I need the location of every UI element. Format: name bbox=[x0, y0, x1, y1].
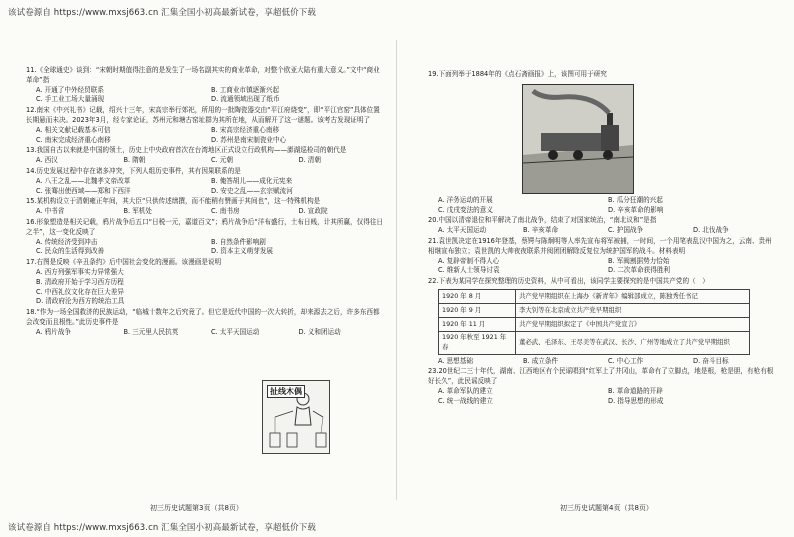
question-18 bbox=[26, 308, 386, 337]
answer-option: A. 太平天国运动 bbox=[438, 226, 487, 235]
puppet-cartoon bbox=[262, 380, 330, 454]
question-text: 20.中国以清帝退位和平解决了南北战争，结束了对国家统治，“南北议和”是指 bbox=[428, 216, 657, 225]
answer-option: A. 八王之乱——北魏孝文帝改革 bbox=[36, 176, 131, 185]
answer-option: B. 宋高宗经济重心南移 bbox=[211, 125, 280, 134]
answer-option: A. 复辟帝制不得人心 bbox=[438, 256, 500, 265]
question-17 bbox=[26, 258, 386, 307]
answer-option: B. 三元里人民抗英 bbox=[123, 327, 179, 336]
answer-option: B. 辛亥革命 bbox=[523, 226, 559, 235]
answer-option: A. 思想基础 bbox=[438, 356, 473, 365]
answer-option: A. 相关文献记载基本可信 bbox=[36, 125, 111, 134]
answer-option: D. 指导思想的形成 bbox=[608, 396, 664, 405]
watermark-bottom: 该试卷源自 https://www.mxsj663.cn 汇集全国小初高最新试卷，享超低价下载 bbox=[8, 523, 316, 533]
question-22 bbox=[428, 277, 778, 366]
answer-option: D. 二次革命获得胜利 bbox=[608, 266, 671, 275]
answer-option: A. 鸦片战争 bbox=[36, 327, 71, 336]
left-page-column bbox=[26, 66, 386, 339]
question-21 bbox=[428, 237, 778, 276]
answer-option: A. 西方列强军事实力异常强大 bbox=[36, 267, 124, 276]
answer-options bbox=[428, 196, 778, 216]
question-19 bbox=[428, 70, 778, 215]
answer-options bbox=[26, 328, 386, 338]
answer-option: C. 维新人士领导讨袁 bbox=[438, 266, 500, 275]
question-text: 12.南宋《中兴礼书》记载，绍兴十三年，宋高宗举行郊祀，所用的一批陶瓷器交由“平江府烧变”，即“平江官窑”具体位置长期悬而未决。2023年3月，经专家论证，苏州元和塘古窑址群为其所在地，从而解开了这一谜题。该考古发现证明了 bbox=[26, 106, 380, 124]
question-13 bbox=[26, 146, 386, 166]
answer-option: D. 宣政院 bbox=[298, 207, 328, 216]
answer-option: C. 南书房 bbox=[211, 207, 240, 216]
right-page-footer: 初三历史试题第4页（共8页） bbox=[560, 504, 653, 512]
answer-option: A. 西汉 bbox=[36, 156, 58, 165]
answer-option: B. 隋朝 bbox=[123, 156, 146, 165]
answer-option: D. 辛亥革命的影响 bbox=[608, 205, 664, 214]
answer-option: B. 革命道路的开辟 bbox=[608, 386, 663, 395]
watermark-top: 该试卷源自 https://www.mxsj663.cn 汇集全国小初高最新试卷，享超低价下载 bbox=[8, 8, 316, 18]
cpc-history-table bbox=[438, 289, 750, 355]
answer-option: B. 俺答胡儿——成化元宪来 bbox=[211, 176, 293, 185]
right-page-column bbox=[428, 70, 778, 408]
answer-options bbox=[26, 268, 261, 307]
answer-option: C. 中心工作 bbox=[608, 356, 644, 365]
page-divider bbox=[396, 40, 397, 500]
answer-option: A. 开通了中外经贸联系 bbox=[36, 85, 104, 94]
answer-option: B. 瓜分狂潮的兴起 bbox=[608, 195, 663, 204]
answer-option: D. 苏州是南宋制瓷业中心 bbox=[211, 135, 287, 144]
question-14 bbox=[26, 167, 386, 196]
answer-options bbox=[428, 357, 778, 367]
table-event-cell: 共产党早期组织在上海办《新青年》编辑部成立，陈独秀任书记 bbox=[516, 289, 750, 303]
answer-option: B. 成立条件 bbox=[523, 356, 559, 365]
answer-option: B. 军阀割据势力恰始 bbox=[608, 256, 670, 265]
answer-option: A. 革命军队的建立 bbox=[438, 386, 493, 395]
answer-options bbox=[26, 177, 386, 197]
question-16 bbox=[26, 218, 386, 257]
table-row bbox=[439, 303, 750, 317]
question-text: 18.“作为一场全国救济的民族运动，“临城十数年之后究竟了。但它是近代中国的一次大转折，却来源去之后，许多东西都会改变而且根性。”此历史事件是 bbox=[26, 308, 380, 326]
question-text: 16.形象塑造是相关记载，鸦片战争后五口“日税一元，嘉道百文”；鸦片战争后“洋布盛行，土布日贱，计其所赢，仅得往日之半”，这一变化反映了 bbox=[26, 217, 384, 236]
table-date-cell: 1920 年 11 月 bbox=[439, 317, 516, 331]
cartoon-label: 扯线木偶 bbox=[267, 385, 305, 398]
answer-option: C. 元朝 bbox=[211, 156, 233, 165]
answer-option: D. 安史之乱——玄宗赋流河 bbox=[211, 186, 293, 195]
answer-option: C. 中西礼仪文化存在巨大差异 bbox=[36, 287, 124, 296]
answer-options bbox=[26, 238, 386, 258]
answer-option: D. 清政府沦为西方的统治工具 bbox=[36, 297, 125, 306]
answer-option: D. 资本主义萌芽发展 bbox=[211, 247, 274, 256]
answer-option: B. 清政府开始于学习西方历程 bbox=[36, 277, 124, 286]
table-row bbox=[439, 317, 750, 331]
table-date-cell: 1920 年秋至 1921 年春 bbox=[439, 331, 516, 354]
question-12 bbox=[26, 106, 386, 145]
answer-option: B. 军机处 bbox=[123, 207, 152, 216]
left-page-footer: 初三历史试题第3页（共8页） bbox=[150, 504, 243, 512]
question-23 bbox=[428, 367, 778, 406]
answer-option: D. 义和团运动 bbox=[298, 327, 341, 336]
answer-options bbox=[428, 387, 778, 407]
question-15 bbox=[26, 197, 386, 217]
table-row bbox=[439, 331, 750, 354]
answer-option: C. 戊戌变法的意义 bbox=[438, 205, 493, 214]
question-text: 13.我国自古以来就是中国的领土，历史上中央政府首次在台湾地区正式设立行政机构——澎湖巡检司的朝代是 bbox=[26, 146, 347, 155]
answer-option: C. 太平天国运动 bbox=[211, 327, 260, 336]
answer-option: D. 北伐战争 bbox=[693, 226, 729, 235]
answer-option: C. 手工业工场大量涌现 bbox=[36, 95, 105, 104]
table-date-cell: 1920 年 8 月 bbox=[439, 289, 516, 303]
question-text: 11.《全球通史》谈到：“宋朝时期值得注意的是发生了一场名副其实的商业革命，对整个欧亚大陆有重大意义。”文中“商业革命”指 bbox=[26, 66, 380, 84]
question-text: 21.袁世凯决定在1916年登基，蔡锷与陈炯明等人率先宣布将军被捕，一时间，一个用笔表乱汉中国为之，云南、贵州相继宣布独立；袁世凯的大帅夜夜联系并阅团团解除反复位为统护国军的战斗。材料表明 bbox=[428, 236, 772, 255]
question-text: 14.历史发展过程中存在诸多冲突，下列人组历史事件，其有因果联系的是 bbox=[26, 166, 241, 175]
table-event-cell: 董必武、毛泽东、王尽美等在武汉、长沙、广州等地成立了共产党早期组织 bbox=[516, 331, 750, 354]
answer-option: D. 流通领域出现了纸币 bbox=[211, 95, 280, 104]
question-20 bbox=[428, 216, 778, 236]
answer-option: A. 传统经济受到冲击 bbox=[36, 237, 98, 246]
table-date-cell: 1920 年 9 月 bbox=[439, 303, 516, 317]
answer-option: C. 民众的生活得到改善 bbox=[36, 247, 105, 256]
table-event-cell: 共产党早期组织拟定了《中国共产党宣言》 bbox=[516, 317, 750, 331]
answer-options bbox=[26, 126, 386, 146]
question-text: 22.下表为某同学在探究整理的历史资料，从中可看出，该同学主要探究的是中国共产党的（ ） bbox=[428, 277, 709, 286]
table-event-cell: 李大钊等在北京成立共产党早期组织 bbox=[516, 303, 750, 317]
question-11 bbox=[26, 66, 386, 105]
question-text: 23.20世纪二三十年代，湖南、江西地区有个民谣唱到“红军上了井冈山，革命有了立脚点，地是根，枪是胆，有枪有根好长久”，此民谣反映了 bbox=[428, 367, 774, 386]
answer-options bbox=[428, 226, 778, 236]
question-text: 15.某机构设立于清朝雍正年间，其大臣“只供传述缮撰，而不能稍有赞画于其间也”，这一特殊机构是 bbox=[26, 197, 321, 206]
answer-option: C. 南宋完成经济重心南移 bbox=[36, 135, 111, 144]
answer-option: C. 统一战线的建立 bbox=[438, 396, 493, 405]
question-text: 17.右图是反映《辛丑条约》后中国社会变化的漫画。该漫画是说明 bbox=[26, 258, 222, 267]
table-row bbox=[439, 289, 750, 303]
answer-option: D. 清朝 bbox=[298, 156, 321, 165]
answer-options bbox=[428, 257, 778, 277]
answer-option: C. 护国战争 bbox=[608, 226, 644, 235]
answer-options bbox=[26, 207, 386, 217]
answer-option: B. 自然条件影响剧 bbox=[211, 237, 266, 246]
answer-option: D. 奋斗目标 bbox=[693, 356, 729, 365]
answer-option: C. 张骞出使西域——郑和下西洋 bbox=[36, 186, 131, 195]
question-text: 19.下面列举于1884年的《点石斋画报》上，该图可用于研究 bbox=[428, 70, 607, 78]
answer-option: A. 中书省 bbox=[36, 207, 65, 216]
answer-options bbox=[26, 156, 386, 166]
answer-option: B. 工商业市镇逐渐兴起 bbox=[211, 85, 280, 94]
answer-options bbox=[26, 86, 386, 106]
answer-option: A. 洋务运动的开展 bbox=[438, 195, 493, 204]
